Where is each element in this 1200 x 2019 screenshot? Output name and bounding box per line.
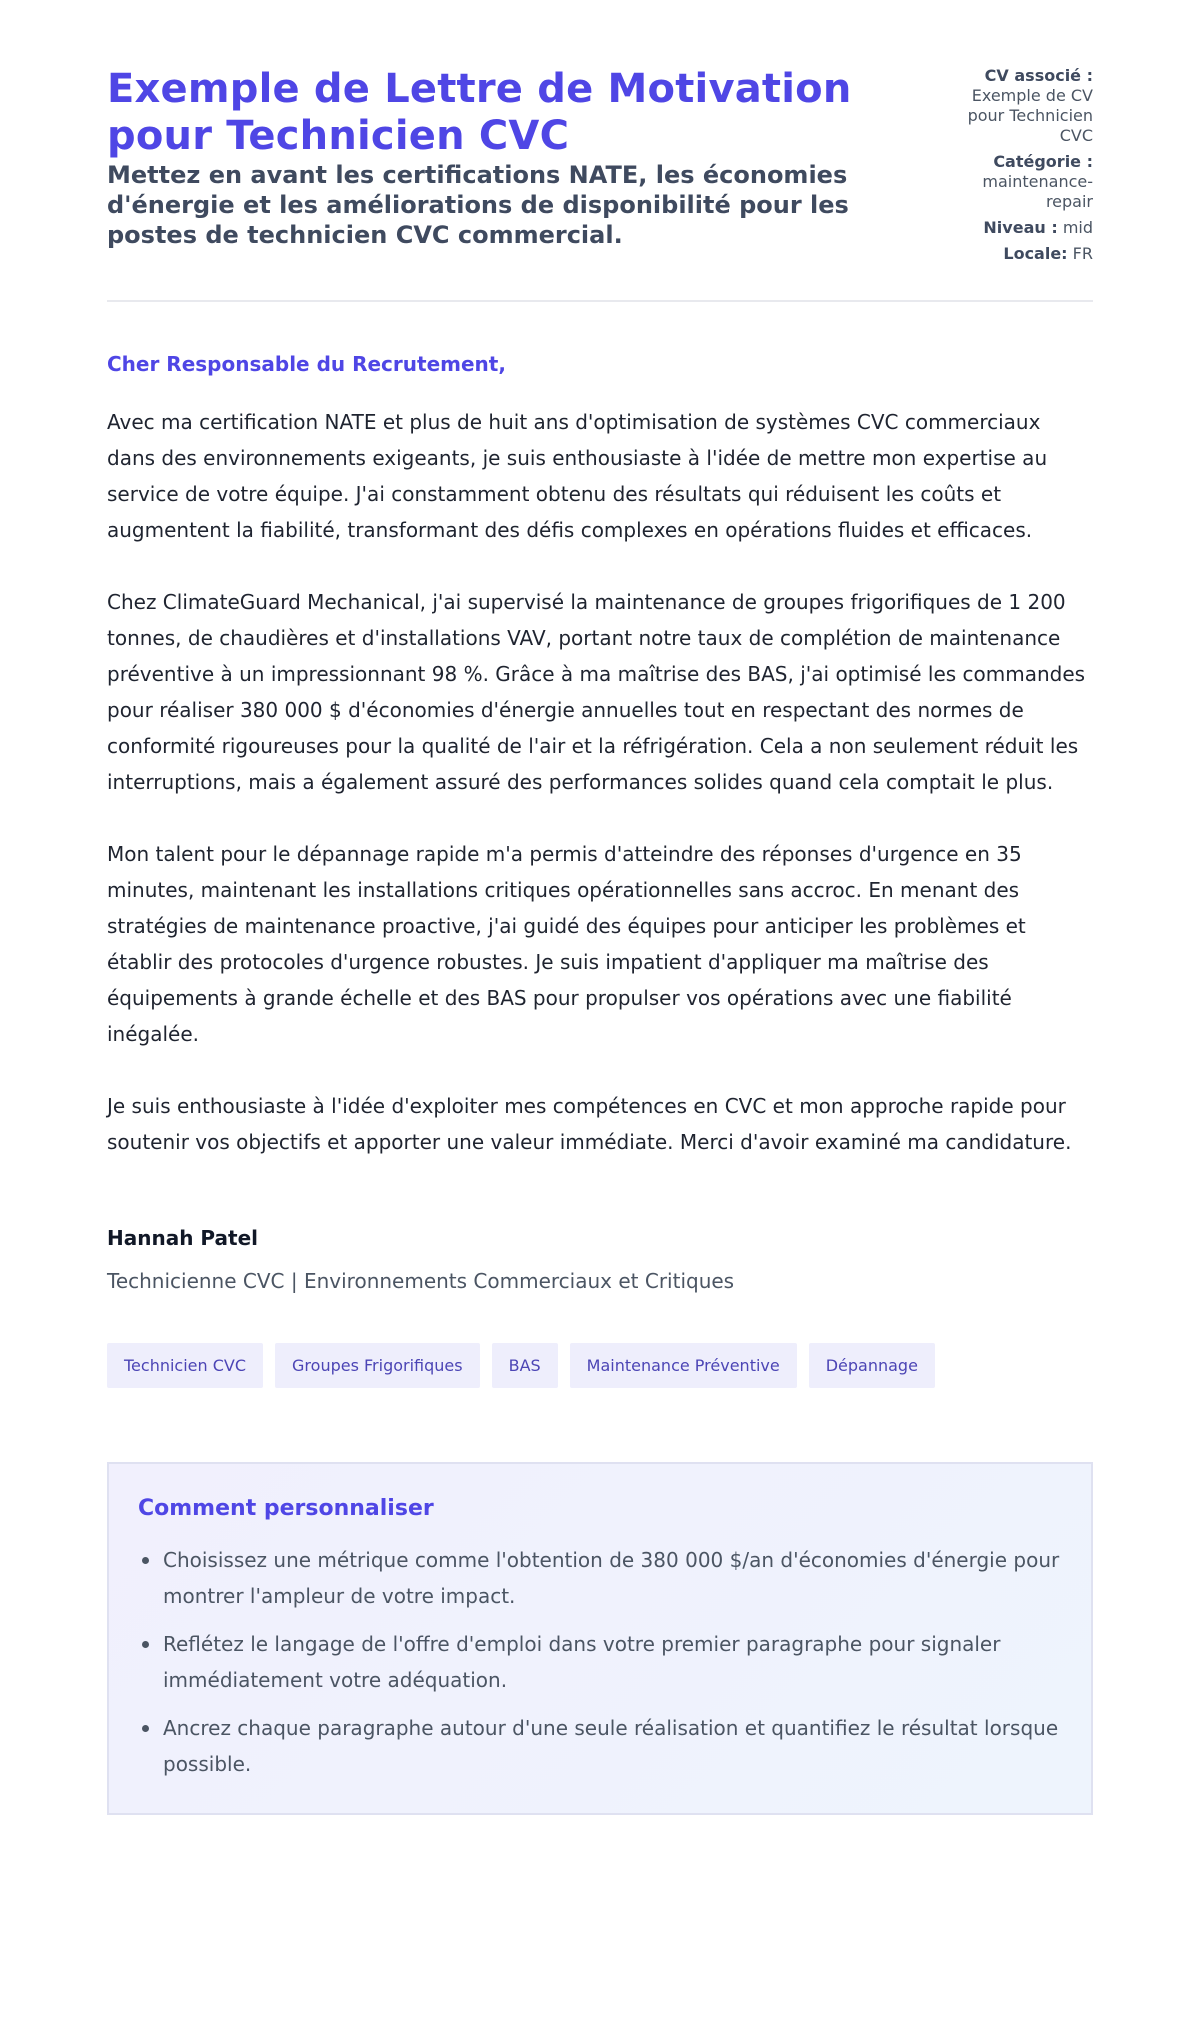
- signature-role: Technicienne CVC | Environnements Commerciaux et Critiques: [107, 1269, 735, 1293]
- paragraph: Avec ma certification NATE et plus de huit ans d'optimisation de systèmes CVC commerciaux dans des environnements exigeants, je suis enthousiaste à l'idée de mettre mon expertise au service de votre équipe. J'ai constamment obtenu des résultats qui réduisent les coûts et augmentent la fiabilité, transformant des défis complexes en opérations fluides et efficaces.: [107, 410, 1048, 542]
- meta-value: mid: [1062, 218, 1093, 237]
- tip-text: Choisissez une métrique comme l'obtention de 380 000 $/an d'économies d'énergie pour montrer l'ampleur de votre impact.: [163, 1548, 1060, 1608]
- bullet-icon: [142, 1641, 149, 1648]
- page-header: [107, 66, 1093, 302]
- meta-label: CV associé :: [984, 66, 1093, 85]
- meta-label: Niveau :: [983, 218, 1058, 237]
- tip-item: [138, 1710, 1062, 1782]
- page-title: Exemple de Lettre de Motivation pour Technicien CVC: [107, 66, 852, 159]
- page-subtitle: Mettez en avant les certifications NATE, les économies d'énergie et les améliorations de disponibilité pour les postes de technicien CVC commercial.: [107, 161, 849, 249]
- meta-value: maintenance-repair: [982, 172, 1093, 211]
- tag-technicien-cvc[interactable]: Technicien CVC: [107, 1343, 263, 1388]
- greeting: Cher Responsable du Recrutement,: [107, 352, 506, 376]
- customization-tips: [107, 1462, 1093, 1815]
- tips-list: [138, 1542, 1062, 1782]
- bullet-icon: [142, 1725, 149, 1732]
- tips-title: Comment personnaliser: [138, 1496, 434, 1521]
- header-titles: [107, 66, 927, 250]
- meta-category: [953, 152, 1093, 212]
- tag-bas[interactable]: BAS: [492, 1343, 558, 1388]
- cover-letter-page: [107, 0, 1093, 1815]
- meta-panel: [953, 66, 1093, 270]
- tag-depannage[interactable]: Dépannage: [809, 1343, 935, 1388]
- tip-text: Reflétez le langage de l'offre d'emploi dans votre premier paragraphe pour signaler immédiatement votre adéquation.: [163, 1632, 1001, 1692]
- tag-groupes-frigorifiques[interactable]: Groupes Frigorifiques: [275, 1343, 480, 1388]
- paragraph: Mon talent pour le dépannage rapide m'a permis d'atteindre des réponses d'urgence en 35 minutes, maintenant les installations critiques opérationnelles sans accroc. En menant des stratégies de maintenance proactive, j'ai guidé des équipes pour anticiper les problèmes et établir des protocoles d'urgence robustes. Je suis impatient d'appliquer ma maîtrise des équipements à grande échelle et des BAS pour propulser vos opérations avec une fiabilité inégalée.: [107, 842, 1026, 1046]
- meta-value: FR: [1072, 244, 1093, 263]
- paragraph: Chez ClimateGuard Mechanical, j'ai supervisé la maintenance de groupes frigorifiques de 1 200 tonnes, de chaudières et d'installations VAV, portant notre taux de complétion de maintenance préventive à un impressionnant 98 %. Grâce à ma maîtrise des BAS, j'ai optimisé les commandes pour réaliser 380 000 $ d'économies d'énergie annuelles tout en respectant des normes de conformité rigoureuses pour la qualité de l'air et la réfrigération. Cela a non seulement réduit les interruptions, mais a également assuré des performances solides quand cela comptait le plus.: [107, 590, 1086, 794]
- tag-maintenance-preventive[interactable]: Maintenance Préventive: [570, 1343, 797, 1388]
- signature-name: Hannah Patel: [107, 1226, 259, 1250]
- tip-item: [138, 1626, 1062, 1698]
- tip-text: Ancrez chaque paragraphe autour d'une seule réalisation et quantifiez le résultat lorsque possible.: [163, 1716, 1059, 1776]
- related-cv-link[interactable]: Exemple de CV pour Technicien CVC: [967, 86, 1093, 145]
- tag-list: [107, 1343, 1093, 1388]
- meta-related-cv: [953, 66, 1093, 146]
- meta-label: Locale:: [1003, 244, 1068, 263]
- bullet-icon: [142, 1557, 149, 1564]
- meta-label: Catégorie :: [993, 152, 1093, 171]
- meta-level: [953, 218, 1093, 238]
- tip-item: [138, 1542, 1062, 1614]
- letter-paragraphs: [107, 404, 1093, 1160]
- signature: [107, 1224, 1093, 1295]
- meta-locale: [953, 244, 1093, 264]
- letter-body: [107, 350, 1093, 1295]
- paragraph: Je suis enthousiaste à l'idée d'exploiter mes compétences en CVC et mon approche rapide pour soutenir vos objectifs et apporter une valeur immédiate. Merci d'avoir examiné ma candidature.: [107, 1094, 1072, 1154]
